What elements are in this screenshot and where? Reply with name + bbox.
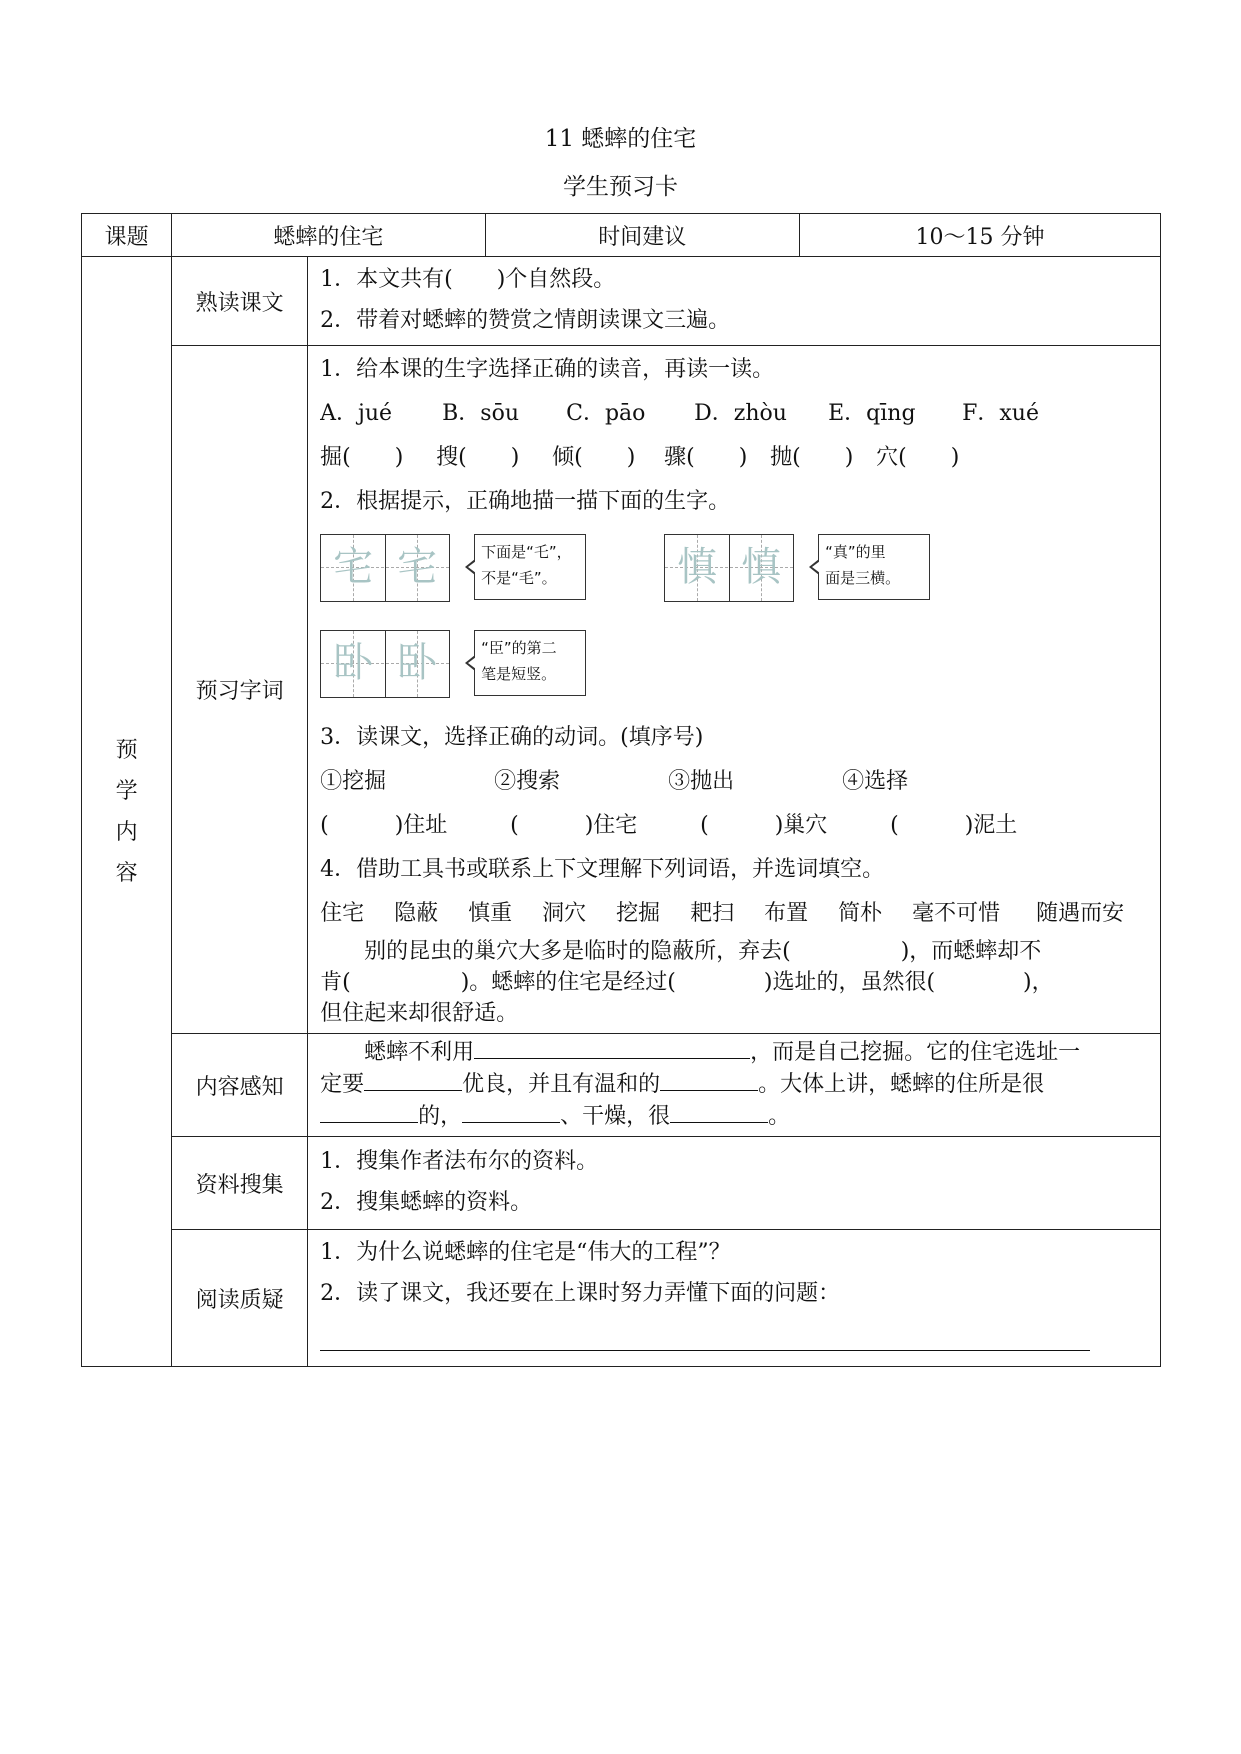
word-item: 耙扫 <box>690 901 735 926</box>
tracing-grid[interactable] <box>320 534 450 602</box>
document-subtitle: 学生预习卡 <box>563 174 678 200</box>
tip-line: 面是三横。 <box>825 569 901 587</box>
tracing-char: 慎 <box>677 544 718 590</box>
char-blank[interactable]: 穴( ) <box>876 445 960 470</box>
content-perception <box>308 1034 1161 1137</box>
section-label-content: 内容感知 <box>172 1034 308 1137</box>
tracing-char: 宅 <box>333 544 374 590</box>
answer-line[interactable] <box>670 1100 768 1123</box>
q1-text: 1．给本课的生字选择正确的读音，再读一读。 <box>320 357 775 382</box>
tracing-row <box>320 524 1148 620</box>
time-value: 10～15 分钟 <box>799 214 1160 257</box>
side-char: 预 <box>115 737 138 763</box>
tracing-grid[interactable] <box>320 630 450 698</box>
char-blank[interactable]: 倾( ) <box>552 445 636 470</box>
answer-line[interactable] <box>320 1314 1090 1351</box>
research-item: 2．搜集蟋蟀的资料。 <box>320 1190 533 1215</box>
char-blank[interactable]: 骤( ) <box>664 445 748 470</box>
content-text: 的， <box>418 1104 463 1129</box>
fill-line: 肯( )。蟋蟀的住宅是经过( )选址的，虽然很( )， <box>320 970 1054 995</box>
q2-text: 2．根据提示，正确地描一描下面的生字。 <box>320 489 731 514</box>
word-item: 布置 <box>764 901 809 926</box>
tip-line: 下面是“乇”， <box>481 543 572 561</box>
question-item: 2．读了课文，我还要在上课时努力弄懂下面的问题： <box>320 1281 841 1306</box>
fill-paragraph <box>320 936 1148 1029</box>
char-blanks <box>320 436 1148 480</box>
answer-line[interactable] <box>320 1100 418 1123</box>
side-label <box>82 257 172 1367</box>
reading-item: 1．本文共有( )个自然段。 <box>320 267 616 292</box>
verb-blank[interactable]: ( )泥土 <box>890 813 1018 838</box>
content-text: 、干燥，很 <box>560 1104 671 1129</box>
verb-option: ①挖掘 <box>320 769 387 794</box>
tip-line: 笔是短竖。 <box>481 665 557 683</box>
tip-line: “真”的里 <box>825 543 886 561</box>
verb-blank[interactable]: ( )住址 <box>320 813 448 838</box>
section-label-research: 资料搜集 <box>172 1137 308 1230</box>
section-label-words: 预习字词 <box>172 346 308 1034</box>
research-content <box>308 1137 1161 1230</box>
word-item: 随遇而安 <box>1036 901 1125 926</box>
words-content <box>308 346 1161 1034</box>
char-blank[interactable]: 抛( ) <box>770 445 854 470</box>
topic-value: 蟋蟀的住宅 <box>172 214 485 257</box>
reading-content <box>308 257 1161 346</box>
fill-line: 别的昆虫的巢穴大多是临时的隐蔽所，弃去( )，而蟋蟀却不 <box>364 939 1042 964</box>
side-char: 学 <box>115 778 138 804</box>
q3-text: 3．读课文，选择正确的动词。(填序号) <box>320 725 704 750</box>
verb-blanks <box>320 804 1148 848</box>
char-blank[interactable]: 掘( ) <box>320 445 404 470</box>
document-title: 11 蟋蟀的住宅 <box>544 126 697 152</box>
q4-text: 4．借助工具书或联系上下文理解下列词语，并选词填空。 <box>320 857 885 882</box>
section-label-questions: 阅读质疑 <box>172 1230 308 1367</box>
tracing-tip <box>474 534 586 600</box>
word-item: 洞穴 <box>542 901 587 926</box>
side-char: 内 <box>115 819 138 845</box>
word-item: 隐蔽 <box>394 901 439 926</box>
questions-content <box>308 1230 1161 1367</box>
content-text: 。 <box>768 1104 791 1129</box>
word-item: 住宅 <box>320 901 365 926</box>
tracing-tip <box>474 630 586 696</box>
pinyin-option: E．qīng <box>828 401 916 426</box>
content-text: 优良，并且有温和的 <box>462 1072 661 1097</box>
tracing-grid[interactable] <box>664 534 794 602</box>
pinyin-options <box>320 392 1148 436</box>
content-text: 蟋蟀不利用 <box>364 1040 475 1065</box>
verb-option: ④选择 <box>842 769 909 794</box>
word-item: 慎重 <box>468 901 513 926</box>
pinyin-option: A．jué <box>320 401 393 426</box>
fill-line: 但住起来却很舒适。 <box>320 1001 519 1026</box>
answer-line[interactable] <box>364 1068 462 1091</box>
word-item: 毫不可惜 <box>912 901 1001 926</box>
verb-blank[interactable]: ( )住宅 <box>510 813 638 838</box>
pinyin-option: C．pāo <box>566 401 646 426</box>
time-label: 时间建议 <box>485 214 799 257</box>
tip-line: “臣”的第二 <box>481 639 557 657</box>
content-text: 定要 <box>320 1072 365 1097</box>
tracing-char: 慎 <box>741 544 782 590</box>
tracing-char: 卧 <box>333 640 374 686</box>
preview-card-table <box>81 213 1161 1367</box>
pinyin-option: D．zhòu <box>694 401 787 426</box>
tip-line: 不是“毛”。 <box>481 569 557 587</box>
section-label-reading: 熟读课文 <box>172 257 308 346</box>
reading-item: 2．带着对蟋蟀的赞赏之情朗读课文三遍。 <box>320 308 731 333</box>
tracing-tip <box>818 534 930 600</box>
tracing-char: 宅 <box>397 544 438 590</box>
tracing-char: 卧 <box>397 640 438 686</box>
char-blank[interactable]: 搜( ) <box>436 445 520 470</box>
word-item: 挖掘 <box>616 901 661 926</box>
answer-line[interactable] <box>474 1036 750 1059</box>
word-bank <box>320 892 1148 936</box>
content-text: 。大体上讲，蟋蟀的住所是很 <box>758 1072 1045 1097</box>
answer-line[interactable] <box>462 1100 560 1123</box>
question-item: 1．为什么说蟋蟀的住宅是“伟大的工程”？ <box>320 1240 731 1265</box>
research-item: 1．搜集作者法布尔的资料。 <box>320 1149 599 1174</box>
topic-label: 课题 <box>82 214 172 257</box>
pinyin-option: F．xué <box>962 401 1039 426</box>
content-text: ，而是自己挖掘。它的住宅选址一 <box>750 1040 1081 1065</box>
tracing-row <box>320 620 1148 716</box>
answer-line[interactable] <box>660 1068 758 1091</box>
word-item: 简朴 <box>838 901 883 926</box>
side-char: 容 <box>115 860 138 886</box>
pinyin-option: B．sōu <box>442 401 519 426</box>
verb-option: ③抛出 <box>668 769 735 794</box>
verb-option: ②搜索 <box>494 769 561 794</box>
verb-blank[interactable]: ( )巢穴 <box>700 813 828 838</box>
verb-options <box>320 760 1148 804</box>
